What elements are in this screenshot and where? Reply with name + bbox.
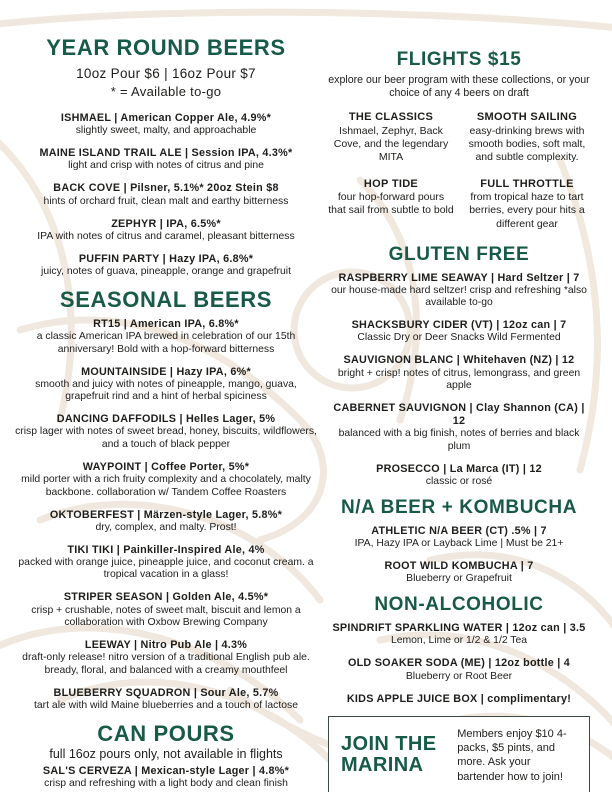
- menu-item: [14, 218, 318, 244]
- menu-item: [14, 461, 318, 499]
- menu-item-desc: slightly sweet, malty, and approachable: [75, 125, 257, 137]
- year-round-title: YEAR ROUND BEERS: [46, 35, 286, 60]
- menu-item-head: SAL'S CERVEZA | Mexican-style Lager | 4.8%*: [42, 764, 290, 777]
- menu-item-head: SAUVIGNON BLANC | Whitehaven (NZ) | 12: [343, 354, 575, 367]
- menu-item-desc: Blueberry or Root Beer: [405, 670, 513, 682]
- menu-item-desc: smooth and juicy with notes of pineapple, mango, guava, grapefruit rind and a hint of herbal spiciness: [35, 378, 297, 403]
- menu-item: [328, 354, 590, 392]
- menu-item-head: TIKI TIKI | Painkiller-Inspired Ale, 4%: [67, 543, 265, 556]
- na-beer-items: [328, 525, 590, 586]
- menu-item: [14, 366, 318, 404]
- menu-item: [14, 687, 318, 713]
- menu-item-head: SPINDRIFT SPARKLING WATER | 12oz can | 3.5: [332, 622, 586, 635]
- menu-item: [14, 182, 318, 208]
- join-marina-title: JOIN THE MARINA: [341, 733, 437, 777]
- flight-collection: [464, 178, 590, 231]
- menu-item-head: RASPBERRY LIME SEAWAY | Hard Seltzer | 7: [338, 271, 580, 284]
- menu-item-desc: IPA with notes of citrus and caramel, pleasant bitterness: [37, 230, 295, 242]
- flight-collection-name: FULL THROTTLE: [480, 177, 574, 190]
- flight-collection-name: SMOOTH SAILING: [476, 111, 578, 124]
- menu-item-desc: packed with orange juice, pineapple juice, and coconut cream. a tropical vacation in a glass!: [18, 556, 314, 581]
- menu-item-head: CABERNET SAUVIGNON | Clay Shannon (CA) | 12: [333, 402, 585, 428]
- menu-item: [328, 525, 590, 551]
- menu-item-head: PUFFIN PARTY | Hazy IPA, 6.8%*: [78, 252, 254, 265]
- flight-collection-desc: from tropical haze to tart berries, every pour hits a different gear: [469, 191, 585, 230]
- menu-item-desc: our house-made hard seltzer! crisp and refreshing *also available to-go: [331, 284, 587, 309]
- menu-item-head: MOUNTAINSIDE | Hazy IPA, 6%*: [81, 365, 251, 378]
- menu-item-head: OKTOBERFEST | Märzen-style Lager, 5.8%*: [49, 508, 283, 521]
- menu-item-desc: hints of orchard fruit, clean malt and earthy bitterness: [43, 195, 289, 207]
- join-the-marina-box: [328, 716, 590, 792]
- menu-item: [328, 657, 590, 683]
- menu-item: [328, 402, 590, 453]
- menu-item: [14, 112, 318, 138]
- flight-collections: [328, 111, 590, 230]
- menu-item: [14, 509, 318, 535]
- menu-item: [14, 639, 318, 677]
- can-pours-items: [14, 765, 318, 791]
- menu-item-head: STRIPER SEASON | Golden Ale, 4.5%*: [63, 591, 269, 604]
- menu-item-head: WAYPOINT | Coffee Porter, 5%*: [82, 460, 250, 473]
- menu-item-head: LEEWAY | Nitro Pub Ale | 4.3%: [84, 638, 248, 651]
- flight-collection: [464, 111, 590, 164]
- flight-collection-name: THE CLASSICS: [348, 111, 434, 124]
- menu-item-desc: crisp lager with notes of sweet bread, honey, biscuits, wildflowers, and a touch of black pepper: [15, 426, 317, 450]
- menu-item-desc: dry, complex, and malty. Prost!: [95, 521, 237, 533]
- left-column: [14, 36, 318, 792]
- menu-item: [14, 147, 318, 173]
- menu-item-head: PROSECCO | La Marca (IT) | 12: [376, 462, 542, 475]
- menu-item-head: BACK COVE | Pilsner, 5.1%* 20oz Stein $8: [53, 182, 279, 195]
- section-seasonal-beers: [14, 288, 318, 712]
- menu-item-head: SHACKSBURY CIDER (VT) | 12oz can | 7: [351, 319, 567, 332]
- to-go-note: * = Available to-go: [110, 84, 222, 100]
- seasonal-items: [14, 318, 318, 712]
- non-alcoholic-title: NON-ALCOHOLIC: [374, 594, 544, 616]
- can-pours-title: CAN POURS: [97, 720, 235, 746]
- menu-item: [328, 622, 590, 648]
- pour-pricing: 10oz Pour $6 | 16oz Pour $7: [76, 66, 256, 82]
- menu-item-head: RT15 | American IPA, 6.8%*: [93, 317, 239, 330]
- menu-item: [14, 591, 318, 629]
- section-na-beer-kombucha: [328, 498, 590, 586]
- flight-collection: [328, 178, 454, 231]
- na-beer-title: N/A BEER + KOMBUCHA: [340, 497, 578, 518]
- flight-collection-name: HOP TIDE: [363, 177, 419, 190]
- flights-title: FLIGHTS $15: [396, 49, 522, 70]
- flight-collection-desc: Ishmael, Zephyr, Back Cove, and the legendary MITA: [333, 125, 449, 164]
- flight-collection: [328, 111, 454, 164]
- menu-item-desc: crisp + crushable, notes of sweet malt, biscuit and lemon a collaboration with Oxbow Brewing Company: [31, 604, 301, 628]
- flight-collection-desc: four hop-forward pours that sail from subtle to bold: [328, 191, 454, 217]
- menu-item-desc: juicy, notes of guava, pineapple, orange and grapefruit: [41, 265, 291, 277]
- seasonal-title: SEASONAL BEERS: [59, 286, 273, 312]
- menu-item: [14, 318, 318, 356]
- menu-item-head: DANCING DAFFODILS | Helles Lager, 5%: [56, 413, 276, 426]
- right-column: [328, 50, 590, 792]
- gluten-free-items: [328, 272, 590, 489]
- section-can-pours: [14, 722, 318, 791]
- menu-item-desc: Lemon, Lime or 1/2 & 1/2 Tea: [390, 635, 528, 647]
- menu-item: [328, 463, 590, 489]
- non-alcoholic-items: [328, 622, 590, 705]
- menu-item-desc: mild porter with a rich fruity complexity and a chocolately, malty backbone. collaboration w/ Tandem Coffee Roasters: [21, 474, 311, 498]
- menu-item-head: ROOT WILD KOMBUCHA | 7: [384, 560, 534, 573]
- menu-item: [14, 253, 318, 279]
- menu-item-head: BLUEBERRY SQUADRON | Sour Ale, 5.7%: [53, 686, 279, 699]
- section-gluten-free: [328, 245, 590, 489]
- menu-item-desc: Classic Dry or Deer Snacks Wild Fermented: [357, 332, 561, 344]
- menu-item-head: OLD SOAKER SODA (ME) | 12oz bottle | 4: [347, 657, 571, 670]
- join-marina-text: Members enjoy $10 4-packs, $5 pints, and more. Ask your bartender how to join!: [457, 727, 567, 783]
- menu-item-desc: light and crisp with notes of citrus and pine: [68, 160, 264, 172]
- menu-item-head: MAINE ISLAND TRAIL ALE | Session IPA, 4.3%*: [39, 147, 293, 160]
- menu-item-desc: balanced with a big finish, notes of berries and black plum: [338, 428, 580, 452]
- menu-item-desc: tart ale with wild Maine blueberries and a touch of lactose: [34, 699, 298, 711]
- menu-item-desc: Blueberry or Grapefruit: [406, 573, 512, 585]
- year-round-items: [14, 112, 318, 278]
- menu-item-desc: draft-only release! nitro version of a traditional English pub ale. bready, floral, and balanced with a creamy mouthfeel: [22, 652, 310, 676]
- section-year-round-beers: [14, 36, 318, 278]
- menu-item-head: ZEPHYR | IPA, 6.5%*: [111, 217, 221, 230]
- menu-item-head: ISHMAEL | American Copper Ale, 4.9%*: [60, 112, 272, 125]
- menu-item-desc: classic or rosé: [425, 476, 493, 488]
- menu-item: [328, 319, 590, 345]
- menu-item-head: KIDS APPLE JUICE BOX | complimentary!: [346, 692, 572, 705]
- menu-item-desc: IPA, Hazy IPA or Layback Lime | Must be 21+: [354, 538, 564, 550]
- flight-collection-desc: easy-drinking brews with smooth bodies, soft malt, and subtle complexity.: [468, 125, 586, 164]
- menu-item-desc: bright + crisp! notes of citrus, lemongrass, and green apple: [337, 367, 581, 392]
- section-non-alcoholic: [328, 595, 590, 705]
- menu-item-head: ATHLETIC N/A BEER (CT) .5% | 7: [371, 524, 547, 537]
- menu-item: [14, 765, 318, 791]
- menu-item: [14, 544, 318, 582]
- menu-item: [14, 413, 318, 451]
- menu-item-desc: crisp and refreshing with a light body and clean finish: [44, 778, 288, 790]
- can-pours-note: full 16oz pours only, not available in flights: [49, 746, 283, 761]
- menu-item: [328, 560, 590, 586]
- menu-item-desc: a classic American IPA brewed in celebration of our 15th anniversary! Bold with a hop-forward bitterness: [36, 331, 296, 355]
- section-flights: [328, 50, 590, 231]
- gluten-free-title: GLUTEN FREE: [388, 243, 530, 265]
- flights-intro: explore our beer program with these collections, or your choice of any 4 beers on draft: [328, 73, 590, 100]
- menu-item: [328, 272, 590, 310]
- menu-item: [328, 693, 590, 706]
